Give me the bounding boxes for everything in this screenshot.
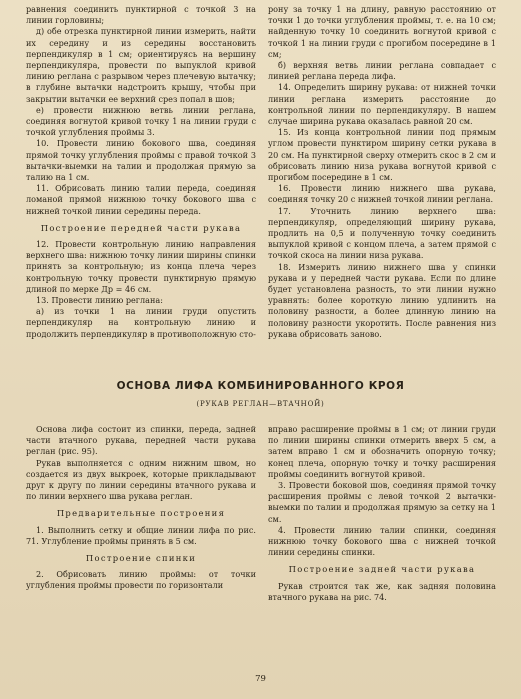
bottom-left-column bbox=[26, 424, 256, 592]
paragraph: 4. Провести линию талии спинки, соединяя нижнюю точку бокового шва с нижней точкой линии середины спинки. bbox=[268, 524, 496, 558]
paragraph: б) верхняя ветвь линии реглана совпадает с линией реглана переда лифа. bbox=[268, 60, 496, 82]
paragraph: д) обе отрезка пунктирной линии измерить, найти их середину и из середины восстановить перпендикуляр в 1 см; ориентируясь на вершину перпендикуляра, провести по выпуклой кривой линию реглана с разрывом через плечевую вытачку; в глубине вытачки надстроить крышу, чтобы при закрытии вытачки ее верхний срез попал в шов; bbox=[26, 26, 256, 104]
paragraph: 12. Провести контрольную линию направления верхнего шва: нижнюю точку линии ширины спинки принять за контрольную; из конца плеча через контрольную точку провести пунктирную прямую длиной по мерке Др = 46 см. bbox=[26, 239, 256, 294]
section-heading: Построение передней части рукава bbox=[40, 222, 242, 233]
top-right-column bbox=[268, 4, 496, 340]
page-number: 79 bbox=[255, 674, 266, 684]
section-heading: Предварительные построения bbox=[56, 508, 226, 519]
paragraph: 1. Выполнить сетку и общие линии лифа по рис. 71. Углубление проймы принять в 5 см. bbox=[26, 524, 256, 546]
paragraph: 10. Провести линию бокового шва, соединяя прямой точку углубления проймы с правой точкой 3 вытачки-выемки на талии и продолжая прямую за талию на 1 см. bbox=[26, 138, 256, 183]
paragraph: 3. Провести боковой шов, соединяя прямой точку расширения проймы с левой точкой 2 вытачки-выемки по талии и продолжая прямую за сетку на 1 см. bbox=[268, 480, 496, 524]
paragraph: 17. Уточнить линию верхнего шва: перпендикуляр, определяющий ширину рукава, продлить на 0,5 и полученную точку соединить выпуклой кривой с концом плеча, а затем прямой с точкой скоса на линии низа рукава. bbox=[268, 205, 496, 261]
paragraph: 14. Определить ширину рукава: от нижней точки линии реглана измерить расстояние до контрольной линии по перпендикуляру. В нашем случае ширина рукава оказалась равной 20 см. bbox=[268, 82, 496, 127]
paragraph: Рукав выполняется с одним нижним швом, но создается из двух выкроек, которые прикладывают друг к другу по линии середины втачного рукава и по линии верхнего шва рукава реглан. bbox=[26, 457, 256, 502]
paragraph: а) из точки 1 на линии груди опустить перпендикуляр на контрольную линию и продолжить перпендикуляр в противоположную сто- bbox=[26, 306, 256, 339]
paragraph: Рукав строится так же, как задняя половина втачного рукава на рис. 74. bbox=[268, 580, 496, 602]
section-title: ОСНОВА ЛИФА КОМБИНИРОВАННОГО КРОЯ bbox=[116, 380, 405, 392]
paragraph: рону за точку 1 на длину, равную расстоянию от точки 1 до точки углубления проймы, т. е. на 10 см; найденную точку 10 соединить вогнутой кривой с точкой 1 на линии груди с прогибом посередине в 1 см; bbox=[268, 4, 496, 59]
paragraph: 15. Из конца контрольной линии под прямым углом провести пунктиром ширину сетки рукава в 20 см. На пунктирной сверху отмерить скос в 2 см и обрисовать линию низа рукава вогнутой кривой с прогибом посередине в 1 см. bbox=[268, 127, 496, 183]
paragraph: равнения соединить пунктирной с точкой 3 на линии горловины; bbox=[26, 4, 256, 26]
bottom-right-column bbox=[268, 424, 496, 603]
section-heading: Построение спинки bbox=[85, 553, 197, 564]
top-left-column bbox=[26, 4, 256, 340]
paragraph: Основа лифа состоит из спинки, переда, задней части втачного рукава, передней части рукава реглан (рис. 95). bbox=[26, 424, 256, 457]
paragraph: 18. Измерить линию нижнего шва у спинки рукава и у передней части рукава. Если по длине будет установлена разность, то эти линии нужно уравнять: более короткую линию удлинить на половину разности, а более длинную линию на половину разности укоротить. После равнения низ рукава обрисовать заново. bbox=[268, 261, 496, 339]
section-subtitle: (РУКАВ РЕГЛАН—ВТАЧНОЙ) bbox=[196, 400, 325, 408]
paragraph: е) провести нижнюю ветвь линии реглана, соединяя вогнутой кривой точку 1 на линии груди с точкой углубления проймы 3. bbox=[26, 104, 256, 138]
paragraph: вправо расширение проймы в 1 см; от линии груди по линии ширины спинки отмерить вверх 5 см, а затем вправо 1 см и обозначить опорную точку; конец плеча, опорную точку и точку расширения проймы соединить вогнутой кривой. bbox=[268, 424, 496, 479]
paragraph: 11. Обрисовать линию талии переда, соединяя ломаной прямой нижнюю точку бокового шва с нижней точкой линии середины переда. bbox=[26, 183, 256, 216]
paragraph: 16. Провести линию нижнего шва рукава, соединяя точку 20 с нижней точкой линии реглана. bbox=[268, 183, 496, 205]
paragraph: 13. Провести линию реглана: bbox=[36, 295, 163, 306]
section-heading: Построение задней части рукава bbox=[288, 564, 476, 575]
paragraph: 2. Обрисовать линию проймы: от точки углубления проймы провести по горизонтали bbox=[26, 569, 256, 591]
